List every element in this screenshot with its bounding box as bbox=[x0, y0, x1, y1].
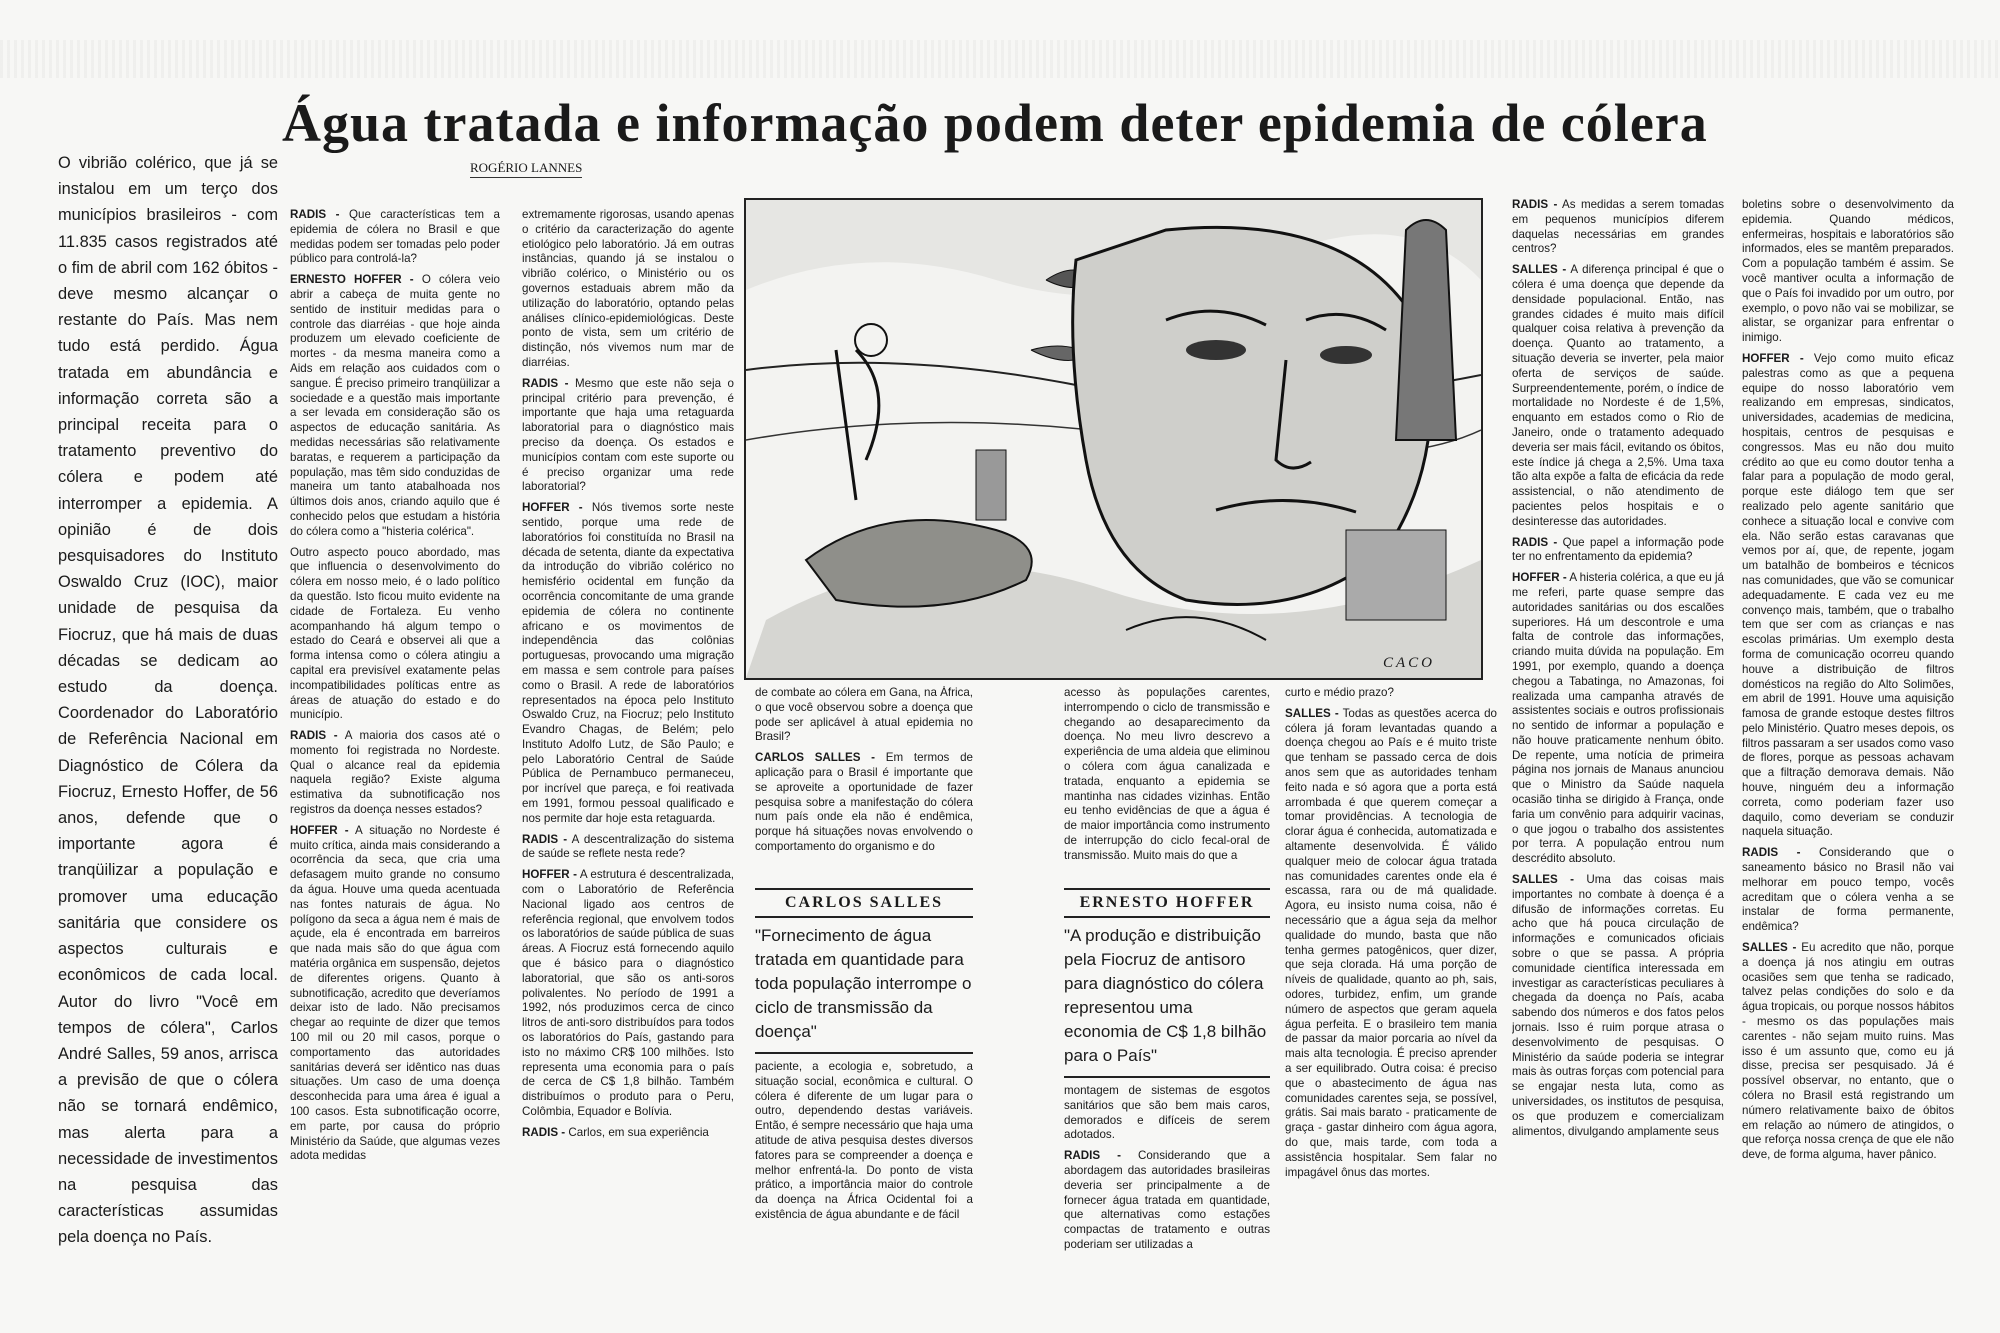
paragraph bbox=[522, 377, 734, 495]
paragraph-text: Considerando que a abordagem das autoridades brasileiras deveria ser principalmente a de fornecer água tratada em quantidade, que alternativas como estações compactas de tratamento e outras poderiam ser utilizadas a bbox=[1064, 1149, 1270, 1251]
paragraph bbox=[1742, 941, 1954, 1163]
paragraph-text: A maioria dos casos até o momento foi registrada no Nordeste. Qual o alcance real da epidemia naquela região? Existe alguma estimativa da subnotificação nos registros da doença nesses estados? bbox=[290, 729, 500, 817]
paragraph bbox=[522, 868, 734, 1120]
paragraph bbox=[1512, 536, 1724, 566]
speaker-tag: RADIS - bbox=[290, 208, 340, 221]
paragraph-text: Eu acredito que não, porque a doença já nos atingiu em outras ocasiões sem que tenha se radicado, talvez pelas condições do solo e da água tropicais, ou porque nossos hábitos - mesmo os das populações mais carentes - não sejam muito ruins. Mas isso é um assunto que, como eu já disse, precisa ser pesquisado. Já é possível observar, no entanto, que o cólera no Brasil está registrando um número relativamente baixo de óbitos em relação ao número de atingidos, o que reforça nossa crença de que ele não deve, de forma alguma, haver pânico. bbox=[1742, 941, 1954, 1162]
speaker-tag: RADIS - bbox=[522, 376, 569, 390]
speaker-tag: SALLES - bbox=[1512, 873, 1574, 887]
paragraph-text: Carlos, em sua experiência bbox=[565, 1125, 709, 1139]
paragraph bbox=[1512, 263, 1724, 529]
article-column-1 bbox=[290, 208, 500, 1323]
speaker-tag: SALLES - bbox=[1512, 263, 1567, 277]
paragraph bbox=[522, 1126, 734, 1141]
paragraph-text: Que papel a informação pode ter no enfrentamento da epidemia? bbox=[1512, 535, 1724, 564]
speaker-tag: RADIS - bbox=[522, 832, 568, 846]
paragraph-text: Mesmo que este não seja o principal critério para prevenção, é importante que haja uma retaguarda laboratorial para o diagnóstico mais preciso da doença. Os estados e municípios contam com este suporte ou é preciso organizar uma rede laboratorial? bbox=[522, 376, 734, 494]
speaker-tag: RADIS - bbox=[1512, 198, 1558, 211]
pull-quote-1-name: CARLOS SALLES bbox=[755, 888, 973, 918]
speaker-tag: RADIS - bbox=[290, 729, 338, 743]
article-column-4-bottom bbox=[1064, 1084, 1270, 1323]
paragraph bbox=[1064, 686, 1270, 864]
paragraph bbox=[1512, 198, 1724, 257]
paragraph-text: A situação no Nordeste é muito crítica, ainda mais considerando a ocorrência da seca, que cria uma defasagem muito grande no consumo da água. Houve uma queda acentuada nas fontes naturais de água. No polígono da seca a água nem é mais de açude, ela é encontrada em barreiros que nada mais são do que água com matéria orgânica em suspensão, dejetos de diferentes origens. Quanto à subnotificação, acredito que deveríamos deixar isto de lado. Não precisamos chegar ao requinte de dizer que temos 100 mil ou 20 mil casos, porque o comportamento das autoridades sanitárias deverá ser idêntico nas duas situações. Um caso de uma doença desconhecida para uma área é igual a 100 casos. Esta subnotificação ocorre, em parte, por causa do próprio Ministério da Saúde, que algumas vezes adota medidas bbox=[290, 823, 500, 1163]
speaker-tag: CARLOS SALLES - bbox=[755, 751, 876, 765]
byline: ROGÉRIO LANNES bbox=[470, 160, 582, 178]
paragraph bbox=[290, 546, 500, 724]
paragraph-text: O cólera veio abrir a cabeça de muita gente no sentido de instituir medidas para o controle das diarréias - que hoje ainda produzem um elevado coeficiente de mortes - da mesma maneira como a Aids em relação aos cuidados com o sangue. É preciso primeiro tranqüilizar a sociedade e a questão mais importante a ser levada em consideração são os aspectos de educação sanitária. As medidas necessárias são relativamente baratas, e requerem a participação da população, mas têm sido conduzidas de maneira um tanto atabalhoada nos últimos dois anos, criando aquilo que é conhecido pelos que estudam a história do cólera como a "histeria colérica". bbox=[290, 273, 500, 538]
paragraph bbox=[522, 501, 734, 827]
paragraph-text: extremamente rigorosas, usando apenas o critério da caracterização do agente etiológico pelo laboratório. Já em outras instâncias, quando já se instalou o vibrião colérico, o Ministério ou os governos estaduais abrem mão da utilização do laboratório, optando pelas análises clínico-epidemiológicas. Deste ponto de vista, sem um critério de distinção, nós vivemos num mar de diarréias. bbox=[522, 208, 734, 369]
paragraph-text: Outro aspecto pouco abordado, mas que influencia o desenvolvimento do cólera em nosso meio, é o lado político da questão. Isto ficou muito evidente na cidade de Fortaleza. Eu venho acompanhando há algum tempo o estado do Ceará e observei ali que a forma intensa como o cólera atingiu a capital era previsível exatamente pelas incompatibilidades políticas entre as áreas de atuação do estado e do município. bbox=[290, 545, 500, 722]
pull-quote-2-rule bbox=[1064, 1076, 1270, 1078]
paragraph-text: boletins sobre o desenvolvimento da epidemia. Quando médicos, enfermeiras, hospitais e laboratórios são informados, eles se mantêm preparados. Com a população também é assim. Se você mantiver oculta a informação de que o País foi invadido por um outro, por exemplo, o povo não vai se mobilizar, se alistar, se organizar para enfrentar o inimigo. bbox=[1742, 198, 1954, 345]
paragraph bbox=[1512, 571, 1724, 867]
speaker-tag: HOFFER - bbox=[1742, 351, 1804, 365]
paragraph bbox=[755, 751, 973, 855]
paragraph-text: A histeria colérica, a que eu já me referi, parte quase sempre das autoridades sanitárias ou dos escalões superiores. Há um descontrole e uma falta de controle das informações, criando muita dúvida na população. Em 1991, por exemplo, quando a doença chegou a Tabatinga, no Amazonas, foi realizada uma campanha através de assistentes sociais e outros profissionais no sentido de informar a população e não houve praticamente nenhum óbito. De repente, uma notícia de primeira página nos jornais de Manaus anunciou que o Ministro da Saúde naquela ocasião tinha se dirigido à França, onde faria um convênio para adquirir vacinas, o que jogou o trabalho dos assistentes por terra. A população entrou num descrédito absoluto. bbox=[1512, 571, 1724, 866]
paragraph-text: montagem de sistemas de esgotos sanitários que são bem mais caros, demorados e difíceis de serem adotados. bbox=[1064, 1084, 1270, 1142]
paragraph-text: Nós tivemos sorte neste sentido, porque uma rede de laboratórios foi constituída no Brasil na década de setenta, diante da expectativa da introdução do vibrião colérico no hemisfério ocidental em função da ocorrência concomitante de uma grande epidemia de cólera no continente africano e os movimentos de independência das colônias portuguesas, provocando uma migração em massa e sem controle para países como o Brasil. A rede de laboratórios representados na época pelo Instituto Oswaldo Cruz, na Fiocruz; pelo Instituto Evandro Chagas, de Belém; pelo Instituto Adolfo Lutz, de São Paulo; e pelo Laboratório Central de Saúde Pública de Pernambuco permaneceu, por incrível que pareça, e foi reativada em 1991, formou pessoal qualificado e nos permite dar hoje esta retaguarda. bbox=[522, 501, 734, 825]
speaker-tag: HOFFER - bbox=[522, 868, 577, 882]
paragraph bbox=[522, 208, 734, 371]
headline: Água tratada e informação podem deter epidemia de cólera bbox=[282, 93, 1708, 153]
article-column-2 bbox=[522, 208, 734, 1323]
paragraph-text: de combate ao cólera em Gana, na África, o que você observou sobre a doença que pode ser aplicável à atual epidemia no Brasil? bbox=[755, 686, 973, 744]
speaker-tag: RADIS - bbox=[522, 1125, 566, 1139]
pull-quote-2-text: "A produção e distribuição pela Fiocruz de antisoro para diagnóstico do cólera representou uma economia de C$ 1,8 bilhão para o País" bbox=[1064, 926, 1267, 1065]
article-column-3-top bbox=[755, 686, 973, 868]
speaker-tag: RADIS - bbox=[1064, 1149, 1121, 1163]
paragraph-text: curto e médio prazo? bbox=[1285, 686, 1394, 699]
article-column-6 bbox=[1512, 198, 1724, 1323]
paragraph-text: As medidas a serem tomadas em pequenos municípios diferem daquelas necessárias em grandes centros? bbox=[1512, 198, 1724, 256]
page-top-band bbox=[0, 40, 2000, 78]
speaker-tag: HOFFER - bbox=[1512, 571, 1567, 585]
paragraph bbox=[290, 729, 500, 818]
article-column-4-top bbox=[1064, 686, 1270, 868]
paragraph-text: A diferença principal é que o cólera é uma doença que depende da densidade populacional. Então, nas grandes cidades é muito mais difícil qualquer coisa relativa à prevenção da doença. Quanto ao tratamento, a situação deveria se inverter, pela maior oferta de serviços de saúde. Surpreendentemente, porém, o índice de mortalidade no Nordeste é de 1,5%, enquanto em estados como o Rio de Janeiro, onde o tratamento adequado deveria ser mais fácil, evitando os óbitos, este índice já chega a 2,5%. Uma taxa tão alta expõe a falta de eficácia da rede assistencial, o não atendimento de pacientes pelos hospitais e o desinteresse das autoridades. bbox=[1512, 263, 1724, 528]
paragraph-text: Uma das coisas mais importantes no combate à doença é a difusão de informações corretas. Eu acho que há pouca circulação de informações e comunicados oficiais sobre o que se passa. A própria comunidade científica interessada em investigar as características peculiares à chegada da doença no País, acaba sabendo dos números e dos fatos pelos jornais. Isso é ruim porque atrasa o desenvolvimento de pesquisas. O Ministério da saúde poderia se integrar mais às outras forças com potencial para se engajar nesta luta, como as universidades, os institutos de pesquisa, os que produzem e comercializam alimentos, divulgando amplamente seus bbox=[1512, 873, 1724, 1138]
paragraph bbox=[1742, 198, 1954, 346]
paragraph-text: A estrutura é descentralizada, com o Laboratório de Referência Nacional ligado aos centros de referência regional, que envolvem todos os laboratórios de saúde pública de suas áreas. A Fiocruz está fornecendo aquilo que é básico para o diagnóstico laboratorial, que são os anti-soros polivalentes. No período de 1991 a 1992, nós produzimos cerca de cinco litros de anti-soro distribuídos para todos os laboratórios do País, gastando para isto no máximo CR$ 100 milhões. Isto representa uma economia para o país de cerca de C$ 1,8 bilhão. Também distribuímos o produto para o Peru, Colômbia, Equador e Bolívia. bbox=[522, 868, 734, 1119]
paragraph-text: acesso às populações carentes, interrompendo o ciclo de transmissão e chegando ao desaparecimento da doença. No meu livro descrevo a experiência de uma aldeia que eliminou o cólera com água canalizada e tratada, enquanto a epidemia se mantinha nas cidades vizinhas. Então eu tenho evidências de que a água é de maior importância como instrumento de interrupção do ciclo fecal-oral de transmissão. Muito mais do que a bbox=[1064, 686, 1270, 862]
speaker-tag: HOFFER - bbox=[522, 501, 583, 515]
paragraph bbox=[1742, 846, 1954, 935]
paragraph-text: A descentralização do sistema de saúde se reflete nesta rede? bbox=[522, 832, 734, 861]
pull-quote-2-name: ERNESTO HOFFER bbox=[1064, 888, 1270, 918]
paragraph bbox=[522, 833, 734, 863]
speaker-tag: RADIS - bbox=[1512, 535, 1558, 549]
paragraph bbox=[290, 208, 500, 267]
paragraph-text: Que características tem a epidemia de cólera no Brasil e que medidas podem ser tomadas pelo poder público para controlá-la? bbox=[290, 208, 500, 266]
paragraph-text: Considerando que o saneamento básico no Brasil não vai melhorar em pouco tempo, vocês acreditam que o cólera venha a se instalar de forma permanente, endêmica? bbox=[1742, 846, 1954, 934]
pull-quote-1-text: "Fornecimento de água tratada em quantidade para toda população interrompe o ciclo de transmissão da doença" bbox=[755, 926, 972, 1041]
speaker-tag: ERNESTO HOFFER - bbox=[290, 273, 414, 287]
paragraph bbox=[290, 824, 500, 1164]
paragraph bbox=[755, 1060, 973, 1223]
speaker-tag: SALLES - bbox=[1285, 706, 1339, 720]
article-column-3-bottom bbox=[755, 1060, 973, 1323]
paragraph bbox=[1742, 352, 1954, 840]
illustration-signature: CACO bbox=[1382, 655, 1435, 671]
paragraph-text: paciente, a ecologia e, sobretudo, a situação social, econômica e cultural. O cólera é diferente de um lugar para o outro, dependendo destas variáveis. Então, é sempre necessário que haja uma atitude de ativa pesquisa destes diversos fatores para se compreender a doença e melhor enfrentá-la. Do ponto de vista prático, a importância maior do controle da doença na África Ocidental foi a existência de água abundante e de fácil bbox=[755, 1060, 973, 1221]
paragraph-text: Vejo como muito eficaz palestras como as que a pequena equipe do nosso laboratório vem realizando em empresas, sindicatos, universidades, academias de medicina, hospitais, centros de pesquisas e congressos. Mas eu não dou muito crédito ao que eu como doutor tenha a falar para a população de modo geral, porque este diálogo tem que ser realizado pelo agente sanitário que conhece a situação local e convive com ela. Não serão estas caravanas que vemos por aí, que, de repente, jogam um batalhão de bombeiros e técnicos nas comunidades, que vão se comunicar adequadamente. E cada vez eu me convenço mais, também, que o trabalho tem que ser com as crianças e nas escolas primárias. Um exemplo desta forma de comunicação ocorreu quando houve a distribuição de filtros domésticos na região do Alto Solimões, em abril de 1991. Houve uma aquisição famosa de grande estoque destes filtros pelo Ministério. Quatro meses depois, os filtros passaram a ser usados como vaso de flores, porque as pessoas achavam que a filtração demorava demais. Não houve, ninguém deu a informação correta, como poderiam fazer uso daquilo, como deveriam se conduzir naquela situação. bbox=[1742, 351, 1954, 839]
paragraph-text: Em termos de aplicação para o Brasil é importante que se aproveite a oportunidade de fazer pesquisa sobre a manifestação do cólera num país onde ela não é endêmica, porque há situações novas envolvendo o comportamento do organismo e do bbox=[755, 751, 973, 853]
speaker-tag: SALLES - bbox=[1742, 941, 1797, 955]
speaker-tag: RADIS - bbox=[1742, 846, 1801, 860]
article-column-7 bbox=[1742, 198, 1954, 1323]
paragraph-text: Todas as questões acerca do cólera já foram levantadas quando a doença chegou ao País e é muito triste que tenham se passado cerca de dois anos sem que as autoridades tenham feito nada e só agora que a porta está arrombada é que querem começar a tomar providências. A tecnologia de clorar água é conhecida, automatizada e altamente desenvolvida. É válido qualquer meio de colocar água tratada nas comunidades carentes onde ela é escassa, rara ou de má qualidade. Agora, eu insisto numa coisa, não é necessário que a água seja da melhor qualidade do mundo, basta que não tenha germes patogênicos, quer dizer, que seja clorada. Há uma porção de níveis de qualidade, quanto ao ph, sais, odores, turbidez, enfim, um grande número de aspectos que geram aquela água perfeita. E o brasileiro tem mania de passar da maior porcaria ao nível da mais alta tecnologia. É preciso aprender a ser equilibrado. Outra coisa: é preciso que o abastecimento de água nas comunidades carentes seja, se possível, grátis. Sai mais barato - praticamente de graça - gastar dinheiro com água agora, do que, mais tarde, com toda a assistência hospitalar. Sem falar no impagável ônus das mortes. bbox=[1285, 706, 1497, 1179]
article-column-5 bbox=[1285, 686, 1497, 1323]
pull-quote-1-rule bbox=[755, 1052, 973, 1054]
paragraph bbox=[1064, 1084, 1270, 1143]
lede-column: O vibrião colérico, que já se instalou em um terço dos municípios brasileiros - com 11.835 casos registrados até o fim de abril com 162 óbitos - deve mesmo alcançar o restante do País. Mas nem tudo está perdido. Água tratada em abundância e informação correta são a principal receita para o tratamento preventivo do cólera e podem até interromper a epidemia. A opinião é de dois pesquisadores do Instituto Oswaldo Cruz (IOC), maior unidade de pesquisa da Fiocruz, que há mais de duas décadas se dedicam ao estudo da doença. Coordenador do Laboratório de Referência Nacional em Diagnóstico de Cólera da Fiocruz, Ernesto Hoffer, de 56 anos, defende que o importante agora é tranqüilizar a população e promover uma educação sanitária que considere os aspectos culturais e econômicos de cada local. Autor do livro "Você em tempos de cólera", Carlos André Salles, 59 anos, arrisca a previsão de que o cólera não se tornará endêmico, mas alerta para a necessidade de investimentos na pesquisa das características assumidas pela doença no País. bbox=[58, 154, 278, 1247]
paragraph bbox=[1064, 1149, 1270, 1253]
speaker-tag: HOFFER - bbox=[290, 823, 349, 837]
cholera-illustration bbox=[744, 198, 1483, 680]
paragraph bbox=[755, 686, 973, 745]
paragraph bbox=[1285, 686, 1497, 701]
paragraph bbox=[1512, 873, 1724, 1139]
paragraph bbox=[290, 273, 500, 539]
paragraph bbox=[1285, 707, 1497, 1181]
